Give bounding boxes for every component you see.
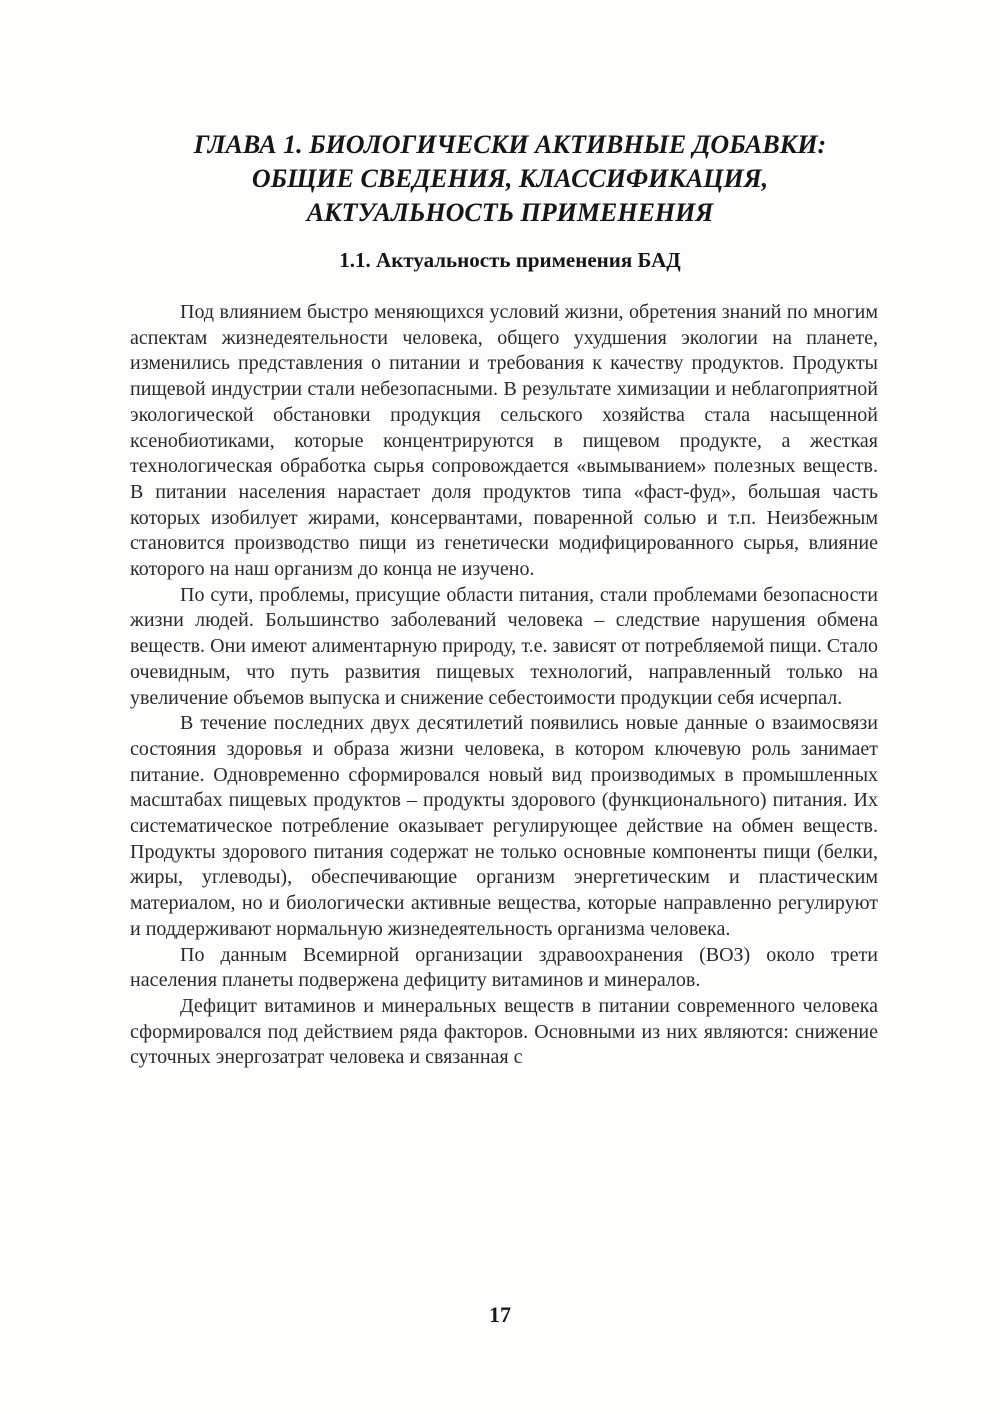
- section-title: 1.1. Актуальность применения БАД: [339, 248, 681, 272]
- page-number: 17: [489, 1302, 511, 1327]
- paragraph: По данным Всемирной организации здравоохранения (ВОЗ) около трети населения планеты подвержена дефициту витаминов и минералов.: [130, 943, 878, 992]
- chapter-title-line: ОБЩИЕ СВЕДЕНИЯ, КЛАССИФИКАЦИЯ,: [251, 164, 769, 193]
- paragraph: Дефицит витаминов и минеральных веществ в питании современного человека сформировался под действием ряда факторов. Основными из них являются: снижение суточных энергозатрат человека и связанная с: [130, 994, 878, 1069]
- body-text: [130, 300, 878, 1071]
- paragraph: По сути, проблемы, присущие области питания, стали проблемами безопасности жизни людей. Большинство заболеваний человека – следствие нарушения обмена веществ. Они имеют алиментарную природу, т.е. зависят от потребляемой пищи. Стало очевидным, что путь развития пищевых технологий, направленный только на увеличение объемов выпуска и снижение себестоимости продукции себя исчерпал.: [130, 583, 878, 709]
- paragraph: В течение последних двух десятилетий появились новые данные о взаимосвязи состояния здоровья и образа жизни человека, в котором ключевую роль занимает питание. Одновременно сформировался новый вид производимых в промышленных масштабах пищевых продуктов – продукты здорового (функционального) питания. Их систематическое потребление оказывает регулирующее действие на обмен веществ. Продукты здорового питания содержат не только основные компоненты пищи (белки, жиры, углеводы), обеспечивающие организм энергетическим и пластическим материалом, но и биологически активные вещества, которые направленно регулируют и поддерживают нормальную жизнедеятельность организма человека.: [130, 712, 878, 940]
- paragraph: Под влиянием быстро меняющихся условий жизни, обретения знаний по многим аспектам жизнедеятельности человека, общего ухудшения экологии на планете, изменились представления о питании и требования к качеству продуктов. Продукты пищевой индустрии стали небезопасными. В результате химизации и неблагоприятной экологической обстановки продукция сельского хозяйства стала насыщенной ксенобиотиками, которые концентрируются в пищевом продукте, а жесткая технологическая обработка сырья сопровождается «вымыванием» полезных веществ. В питании населения нарастает доля продуктов типа «фаст-фуд», большая часть которых изобилует жирами, консервантами, поваренной солью и т.п. Неизбежным становится производство пищи из генетически модифицированного сырья, влияние которого на наш организм до конца не изучено.: [130, 301, 878, 581]
- chapter-title-line: АКТУАЛЬНОСТЬ ПРИМЕНЕНИЯ: [306, 198, 714, 227]
- chapter-title: [150, 128, 870, 230]
- chapter-title-line: ГЛАВА 1. БИОЛОГИЧЕСКИ АКТИВНЫЕ ДОБАВКИ:: [193, 130, 827, 159]
